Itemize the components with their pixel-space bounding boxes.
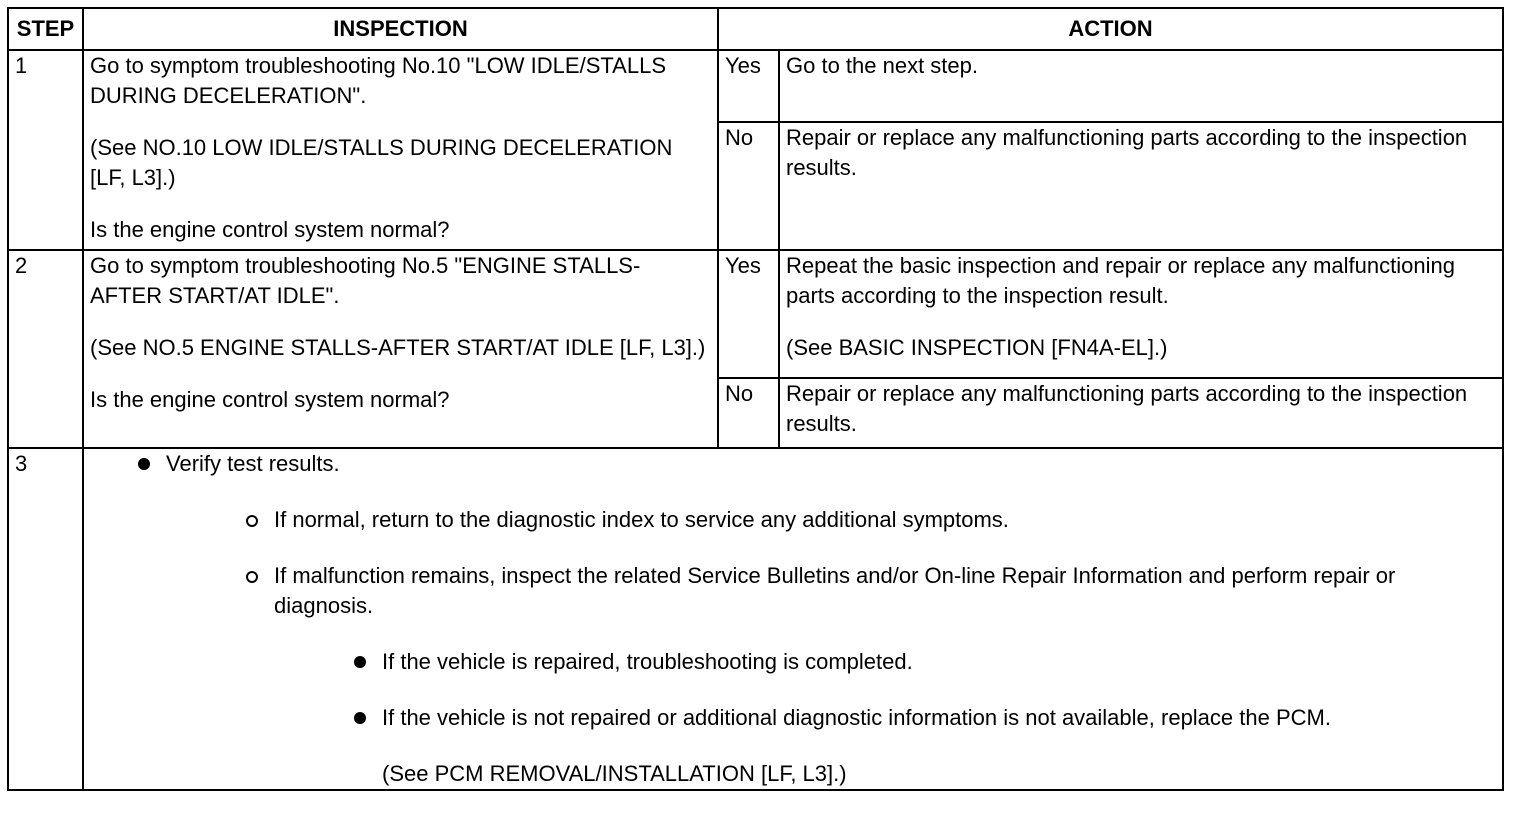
step-3-subsub-repaired: If the vehicle is repaired, troubleshooting is completed. xyxy=(382,649,913,674)
header-row xyxy=(8,8,1503,50)
step-1-inspection xyxy=(83,50,718,250)
step-2-number: 2 xyxy=(8,250,83,448)
step-2-yes-row xyxy=(8,250,1503,378)
step-2-yes-action-text: Repeat the basic inspection and repair or replace any malfunctioning parts according to the inspection result. xyxy=(786,253,1455,308)
step-2-inspection-question: Is the engine control system normal? xyxy=(90,387,450,412)
step-2-inspection xyxy=(83,250,718,448)
step-1-no-action xyxy=(779,122,1503,250)
step-2-yes-label: Yes xyxy=(718,250,779,378)
step-3-subsublist xyxy=(350,647,1496,789)
step-1-yes-action xyxy=(779,50,1503,122)
step-3-sub-normal: If normal, return to the diagnostic index to service any additional symptoms. xyxy=(274,507,1009,532)
bullet-dot-icon xyxy=(354,656,366,668)
step-1-inspection-question: Is the engine control system normal? xyxy=(90,217,450,242)
step-1-yes-label: Yes xyxy=(718,50,779,122)
list-item xyxy=(350,703,1496,789)
bullet-circle-icon xyxy=(246,515,258,527)
step-3-subsub-not-repaired: If the vehicle is not repaired or additional diagnostic information is not available, replace the PCM. xyxy=(382,705,1331,730)
step-3-bullet-text: Verify test results. xyxy=(166,451,340,476)
step-3-row xyxy=(8,448,1503,790)
step-1-no-action-text: Repair or replace any malfunctioning parts according to the inspection results. xyxy=(786,125,1468,180)
step-1-inspection-instruction: Go to symptom troubleshooting No.10 "LOW IDLE/STALLS DURING DECELERATION". xyxy=(90,53,666,108)
step-1-yes-row xyxy=(8,50,1503,122)
step-1-number: 1 xyxy=(8,50,83,250)
list-item xyxy=(242,561,1496,789)
step-2-inspection-instruction: Go to symptom troubleshooting No.5 "ENGINE STALLS-AFTER START/AT IDLE". xyxy=(90,253,641,308)
bullet-circle-icon xyxy=(246,571,258,583)
step-3-list xyxy=(134,449,1496,789)
inspection-column-header: INSPECTION xyxy=(83,8,718,50)
diagnostic-table xyxy=(7,7,1504,791)
step-3-sub-malfunction: If malfunction remains, inspect the related Service Bulletins and/or On-line Repair Information and perform repair or diagnosis. xyxy=(274,563,1396,618)
step-2-yes-action-reference: (See BASIC INSPECTION [FN4A-EL].) xyxy=(786,335,1168,360)
step-3-number: 3 xyxy=(8,448,83,790)
step-1-yes-action-text: Go to the next step. xyxy=(786,53,979,78)
step-2-no-action-text: Repair or replace any malfunctioning parts according to the inspection results. xyxy=(786,381,1468,436)
step-2-yes-action xyxy=(779,250,1503,378)
step-2-no-label: No xyxy=(718,378,779,448)
step-3-sublist xyxy=(242,505,1496,789)
step-3-pcm-reference: (See PCM REMOVAL/INSTALLATION [LF, L3].) xyxy=(382,761,847,786)
step-3-content xyxy=(83,448,1503,790)
list-item xyxy=(350,647,1496,677)
diagnostic-procedure xyxy=(7,7,1502,791)
action-column-header: ACTION xyxy=(718,8,1503,50)
step-2-no-action xyxy=(779,378,1503,448)
bullet-dot-icon xyxy=(354,712,366,724)
step-2-inspection-reference: (See NO.5 ENGINE STALLS-AFTER START/AT IDLE [LF, L3].) xyxy=(90,335,706,360)
step-1-no-label: No xyxy=(718,122,779,250)
step-1-inspection-reference: (See NO.10 LOW IDLE/STALLS DURING DECELERATION [LF, L3].) xyxy=(90,135,673,190)
list-item xyxy=(242,505,1496,535)
bullet-dot-icon xyxy=(138,458,150,470)
step-column-header: STEP xyxy=(8,8,83,50)
list-item xyxy=(134,449,1496,789)
